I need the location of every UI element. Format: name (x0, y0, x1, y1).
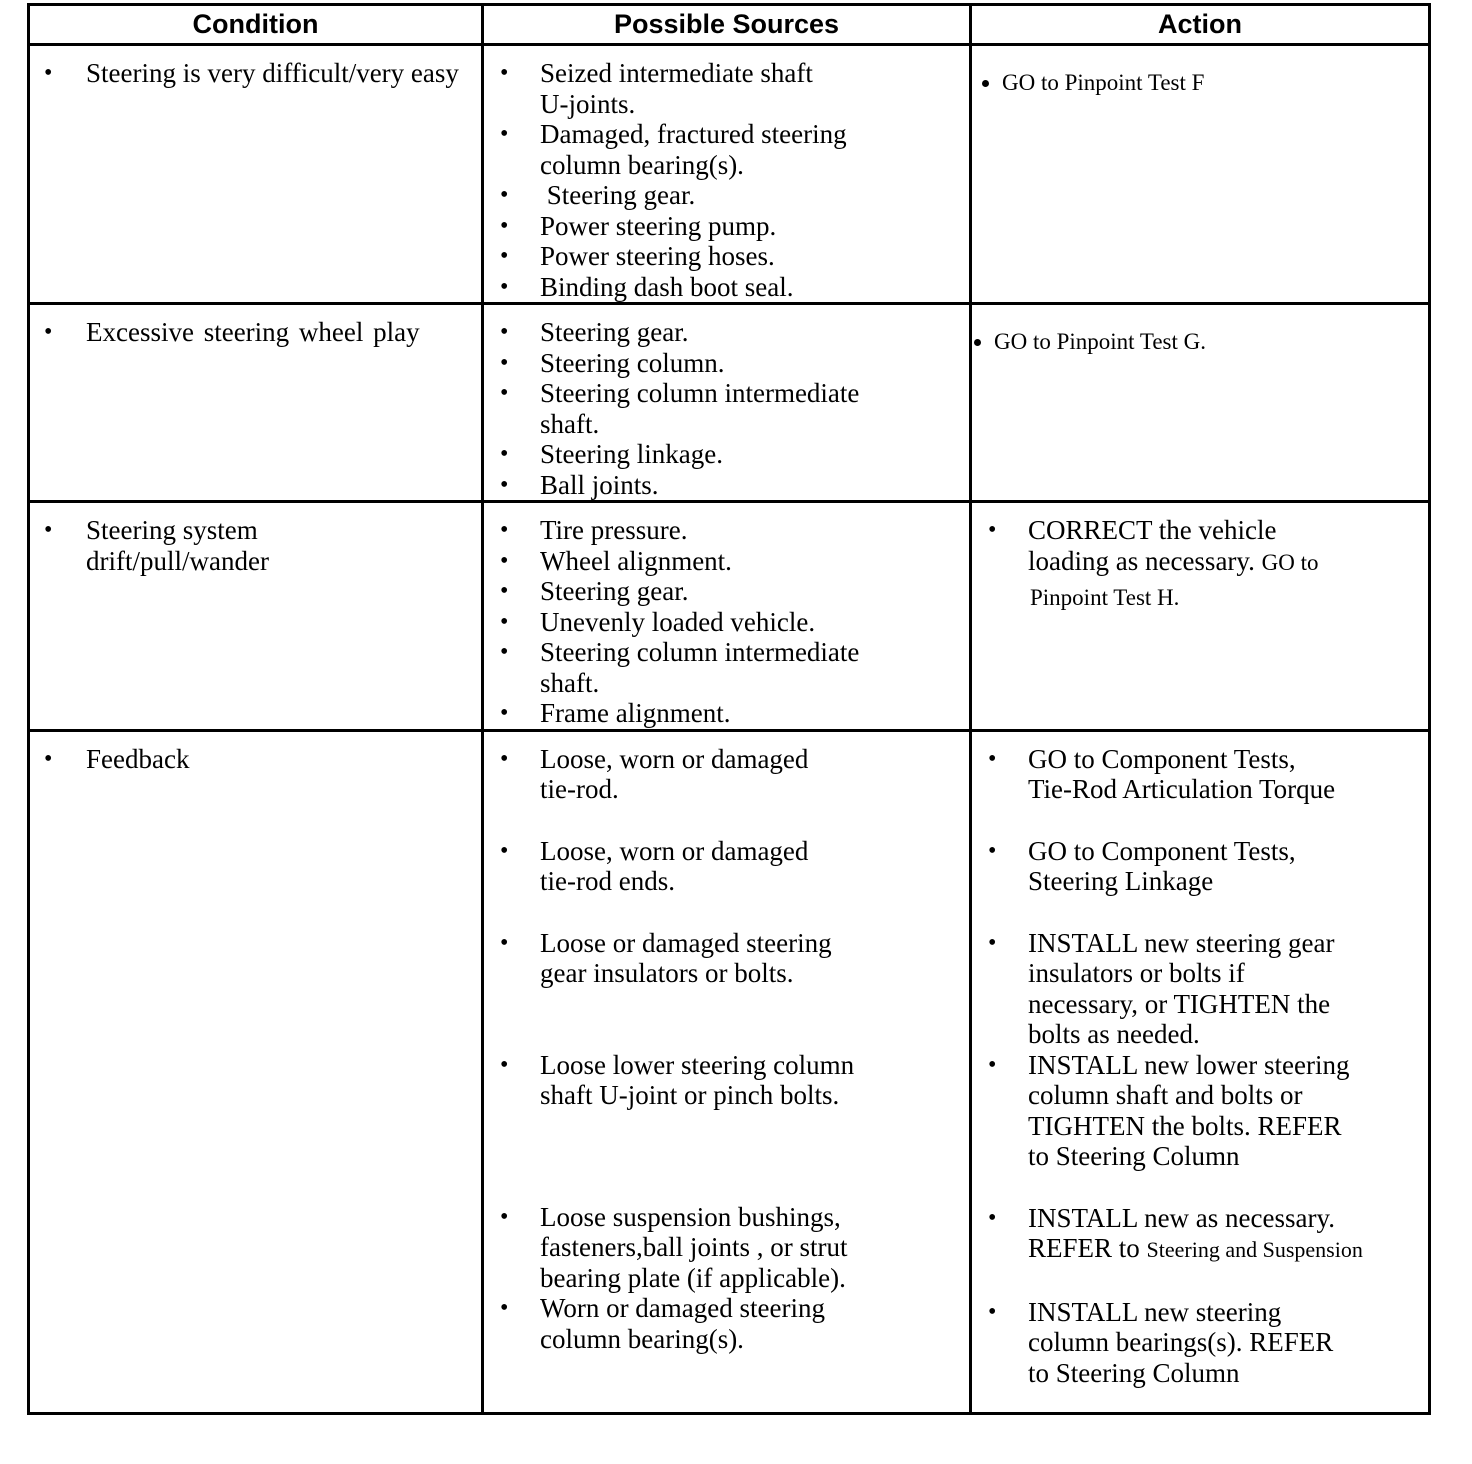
condition-item: • Steering system drift/pull/wander (86, 515, 471, 576)
action-cell (971, 304, 1430, 502)
source-item: • Unevenly loaded vehicle. (540, 607, 965, 638)
source-item: • Seized intermediate shaft U-joints. (540, 58, 965, 119)
source-item: • Steering gear. (540, 317, 965, 348)
sources-cell (483, 45, 971, 304)
condition-cell (29, 502, 483, 731)
condition-cell (29, 45, 483, 304)
source-item: • Steering column intermediate shaft. (540, 637, 965, 698)
source-item: • Damaged, fractured steering column bearing(s). (540, 119, 965, 180)
source-item: • Steering column. (540, 348, 965, 379)
source-item: • Steering gear. (540, 180, 965, 211)
source-item: • Worn or damaged steering column bearing(s). (540, 1293, 965, 1354)
source-item: • Tire pressure. (540, 515, 965, 546)
table-row (29, 730, 1430, 1413)
source-item: • Loose, worn or damaged tie-rod. (540, 744, 965, 805)
source-item: • Loose lower steering column shaft U-joint or pinch bolts. (540, 1050, 965, 1111)
sources-cell (483, 502, 971, 731)
sources-cell (483, 304, 971, 502)
table-row (29, 304, 1430, 502)
sources-cell (483, 730, 971, 1413)
header-condition: Condition (29, 5, 483, 45)
table-row (29, 502, 1430, 731)
source-item: • Binding dash boot seal. (540, 272, 965, 303)
source-item: • Frame alignment. (540, 698, 965, 729)
action-item: • GO to Component Tests, Steering Linkage (1028, 836, 1428, 897)
action-item: • CORRECT the vehicle loading as necessary. GO to Pinpoint Test H. (1028, 515, 1428, 618)
condition-cell (29, 730, 483, 1413)
condition-item: • Feedback (86, 744, 471, 775)
condition-item: • Excessive steering wheel play (86, 317, 471, 348)
source-item: • Steering column intermediate shaft. (540, 378, 965, 439)
action-cell (971, 502, 1430, 731)
header-row (29, 5, 1430, 45)
source-item: • Steering linkage. (540, 439, 965, 470)
action-item: • INSTALL new steering gear insulators or bolts if necessary, or TIGHTEN the bolts as needed. (1028, 928, 1428, 1050)
action-item: • GO to Pinpoint Test G. (994, 329, 1428, 355)
source-item: • Loose or damaged steering gear insulators or bolts. (540, 928, 965, 989)
header-possible-sources: Possible Sources (483, 5, 971, 45)
diagnosis-table (27, 3, 1431, 1415)
table-row (29, 45, 1430, 304)
action-item: • GO to Pinpoint Test F (1002, 70, 1428, 96)
header-action: Action (971, 5, 1430, 45)
action-item: • INSTALL new lower steering column shaft and bolts or TIGHTEN the bolts. REFER to Steering Column (1028, 1050, 1428, 1172)
source-item: • Wheel alignment. (540, 546, 965, 577)
condition-cell (29, 304, 483, 502)
action-cell (971, 730, 1430, 1413)
source-item: • Loose suspension bushings, fasteners,ball joints , or strut bearing plate (if applicable). (540, 1202, 965, 1294)
source-item: • Loose, worn or damaged tie-rod ends. (540, 836, 965, 897)
action-item: • GO to Component Tests, Tie-Rod Articulation Torque (1028, 744, 1428, 805)
action-item: • INSTALL new as necessary. REFER to Steering and Suspension (1028, 1203, 1428, 1266)
source-item: • Ball joints. (540, 470, 965, 501)
source-item: • Power steering hoses. (540, 241, 965, 272)
source-item: • Power steering pump. (540, 211, 965, 242)
action-item: • INSTALL new steering column bearings(s). REFER to Steering Column (1028, 1297, 1428, 1389)
action-cell (971, 45, 1430, 304)
source-item: • Steering gear. (540, 576, 965, 607)
condition-item: • Steering is very difficult/very easy (86, 58, 471, 89)
